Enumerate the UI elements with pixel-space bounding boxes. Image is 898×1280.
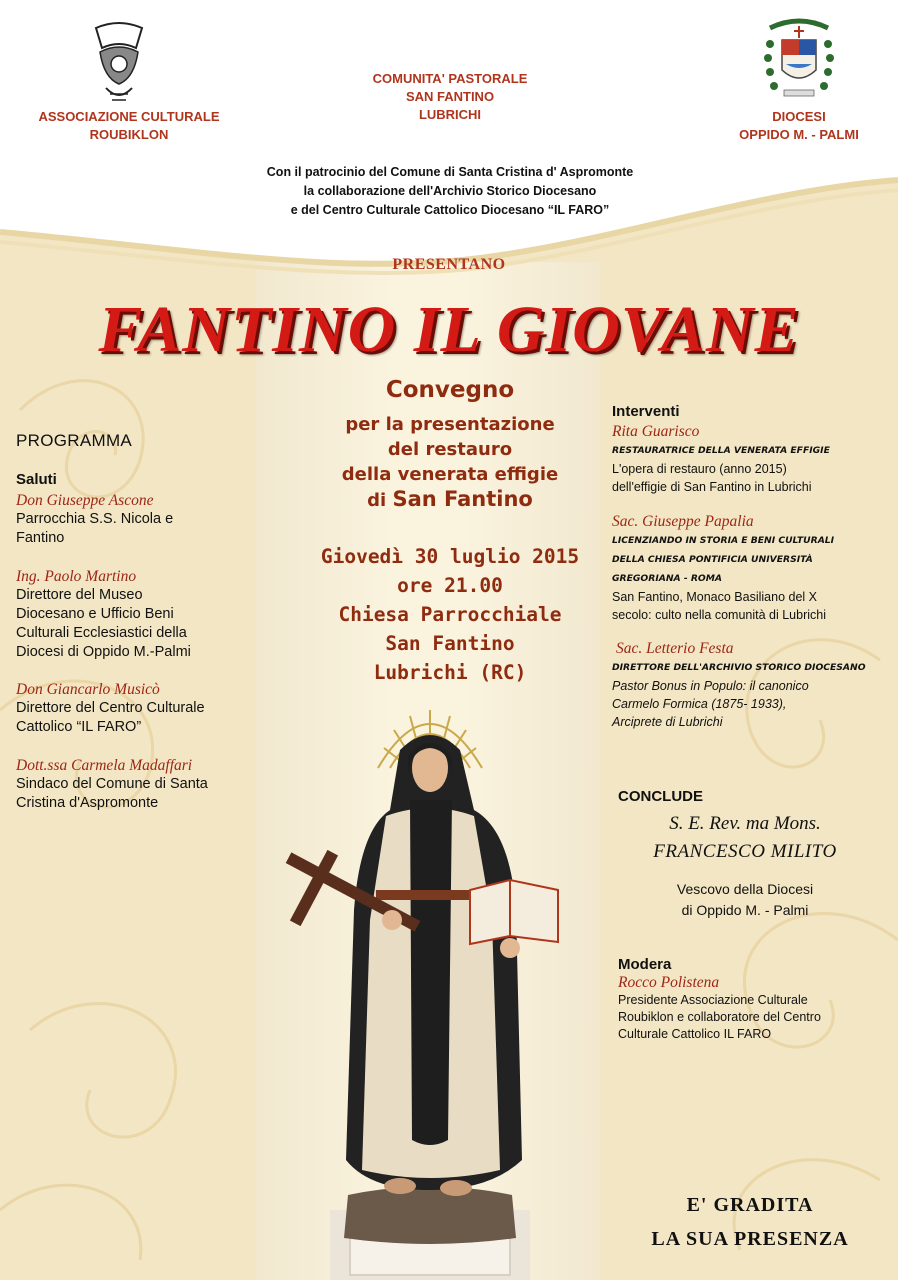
right-org-line: DIOCESI xyxy=(772,109,826,124)
conclude-name-line: S. E. Rev. ma Mons. xyxy=(669,813,821,834)
conclude-heading: CONCLUDE xyxy=(618,788,703,805)
speaker-desc: Fantino xyxy=(16,530,65,546)
speaker-name: Don Giancarlo Musicò xyxy=(16,681,160,698)
roubiklon-logo xyxy=(86,18,152,108)
intervento-name: Rita Guarisco xyxy=(612,423,700,440)
intervento-block xyxy=(612,422,894,496)
left-org-line: ASSOCIAZIONE CULTURALE xyxy=(38,109,220,124)
intervento-desc: secolo: culto nella comunità di Lubrichi xyxy=(612,608,827,622)
right-org-name xyxy=(712,108,886,144)
convegno-heading: Convegno xyxy=(385,377,515,403)
center-org-name xyxy=(330,70,570,124)
speaker-desc: Sindaco del Comune di Santa xyxy=(16,776,208,792)
speaker-block xyxy=(16,567,256,662)
center-org-line: SAN FANTINO xyxy=(405,89,495,104)
intervento-role: DIRETTORE DELL'ARCHIVIO STORICO DIOCESANO xyxy=(612,662,866,673)
saluti-heading: Saluti xyxy=(16,471,57,488)
event-details xyxy=(280,542,620,687)
intervento-desc: Carmelo Formica (1875- 1933), xyxy=(612,697,787,711)
intervento-desc: Pastor Bonus in Populo: il canonico xyxy=(612,679,809,693)
event-venue: San Fantino xyxy=(385,632,515,655)
conclude-name-line: FRANCESCO MILITO xyxy=(653,841,837,862)
speaker-desc: Parrocchia S.S. Nicola e xyxy=(16,511,174,527)
center-org-line: COMUNITA' PASTORALE xyxy=(372,71,528,86)
speaker-desc: Diocesano e Ufficio Beni xyxy=(16,606,174,622)
speaker-block xyxy=(16,491,256,548)
right-org-line: OPPIDO M. - PALMI xyxy=(739,127,859,142)
intervento-desc: San Fantino, Monaco Basiliano del X xyxy=(612,590,817,604)
modera-desc: Presidente Associazione Culturale xyxy=(618,993,808,1007)
main-title: FANTINO IL GIOVANE xyxy=(98,293,800,366)
speaker-desc: Direttore del Centro Culturale xyxy=(16,700,205,716)
closing-line-1: E' GRADITA xyxy=(686,1194,814,1216)
intervento-role: LICENZIANDO IN STORIA E BENI CULTURALI xyxy=(612,535,835,546)
intervento-desc: L'opera di restauro (anno 2015) xyxy=(612,462,787,476)
event-subtitle-line: per la presentazione xyxy=(345,414,555,435)
saint-statue-image xyxy=(260,690,600,1280)
speaker-desc: Diocesi di Oppido M.-Palmi xyxy=(16,644,191,660)
speaker-block xyxy=(16,680,256,737)
event-date: Giovedì 30 luglio 2015 xyxy=(320,545,580,568)
intervento-desc: dell'effigie di San Fantino in Lubrichi xyxy=(612,480,812,494)
patronage-line: e del Centro Culturale Cattolico Diocesano “IL FARO” xyxy=(290,203,610,217)
intervento-role: RESTAURATRICE DELLA VENERATA EFFIGIE xyxy=(612,445,830,456)
intervento-name: Sac. Giuseppe Papalia xyxy=(612,513,754,530)
speaker-desc: Culturali Ecclesiastici della xyxy=(16,625,187,641)
closing-line-2: LA SUA PRESENZA xyxy=(651,1228,849,1250)
modera-heading: Modera xyxy=(618,956,672,973)
event-location: Lubrichi (RC) xyxy=(373,661,527,684)
diocese-coat-of-arms xyxy=(762,14,836,104)
intervento-role: DELLA CHIESA PONTIFICIA UNIVERSITÀ xyxy=(612,554,813,565)
modera-name: Rocco Polistena xyxy=(618,974,720,991)
modera-desc: Roubiklon e collaboratore del Centro xyxy=(618,1010,821,1024)
patronage-line: la collaborazione dell'Archivio Storico Diocesano xyxy=(303,184,597,198)
intervento-role: GREGORIANA - ROMA xyxy=(612,573,722,584)
left-org-line: ROUBIKLON xyxy=(89,127,169,142)
speaker-desc: Cristina d'Aspromonte xyxy=(16,795,159,811)
speaker-name: Don Giuseppe Ascone xyxy=(16,492,154,509)
event-subtitle-line: del restauro xyxy=(387,439,513,460)
modera-block xyxy=(618,973,894,1043)
center-org-line: LUBRICHI xyxy=(418,107,482,122)
event-subtitle xyxy=(280,412,620,513)
intervento-block xyxy=(612,639,894,731)
event-subtitle-line: della venerata effigie xyxy=(341,464,559,485)
patronage-text xyxy=(120,163,780,220)
intervento-name: Sac. Letterio Festa xyxy=(616,640,734,657)
presentano-label: PRESENTANO xyxy=(392,256,506,273)
speaker-block xyxy=(16,756,256,813)
conclude-role-line: di Oppido M. - Palmi xyxy=(681,902,809,918)
left-org-name xyxy=(20,108,238,144)
interventi-heading: Interventi xyxy=(612,403,680,420)
speaker-name: Ing. Paolo Martino xyxy=(16,568,137,585)
patronage-line: Con il patrocinio del Comune di Santa Cristina d' Aspromonte xyxy=(266,165,634,179)
event-saint-name: San Fantino xyxy=(392,487,533,511)
event-venue: Chiesa Parrocchiale xyxy=(338,603,562,626)
intervento-block xyxy=(612,512,894,624)
conclude-role xyxy=(600,879,890,921)
speaker-name: Dott.ssa Carmela Madaffari xyxy=(16,757,193,774)
conclude-role-line: Vescovo della Diocesi xyxy=(676,881,814,897)
speaker-desc: Direttore del Museo xyxy=(16,587,143,603)
programma-heading: PROGRAMMA xyxy=(16,431,133,450)
intervento-desc: Arciprete di Lubrichi xyxy=(612,715,723,729)
speaker-desc: Cattolico “IL FARO” xyxy=(16,719,142,735)
modera-desc: Culturale Cattolico IL FARO xyxy=(618,1027,772,1041)
event-saint-line xyxy=(280,487,620,513)
event-di: di xyxy=(367,490,387,511)
conclude-name xyxy=(600,810,890,866)
event-time: ore 21.00 xyxy=(397,574,503,597)
